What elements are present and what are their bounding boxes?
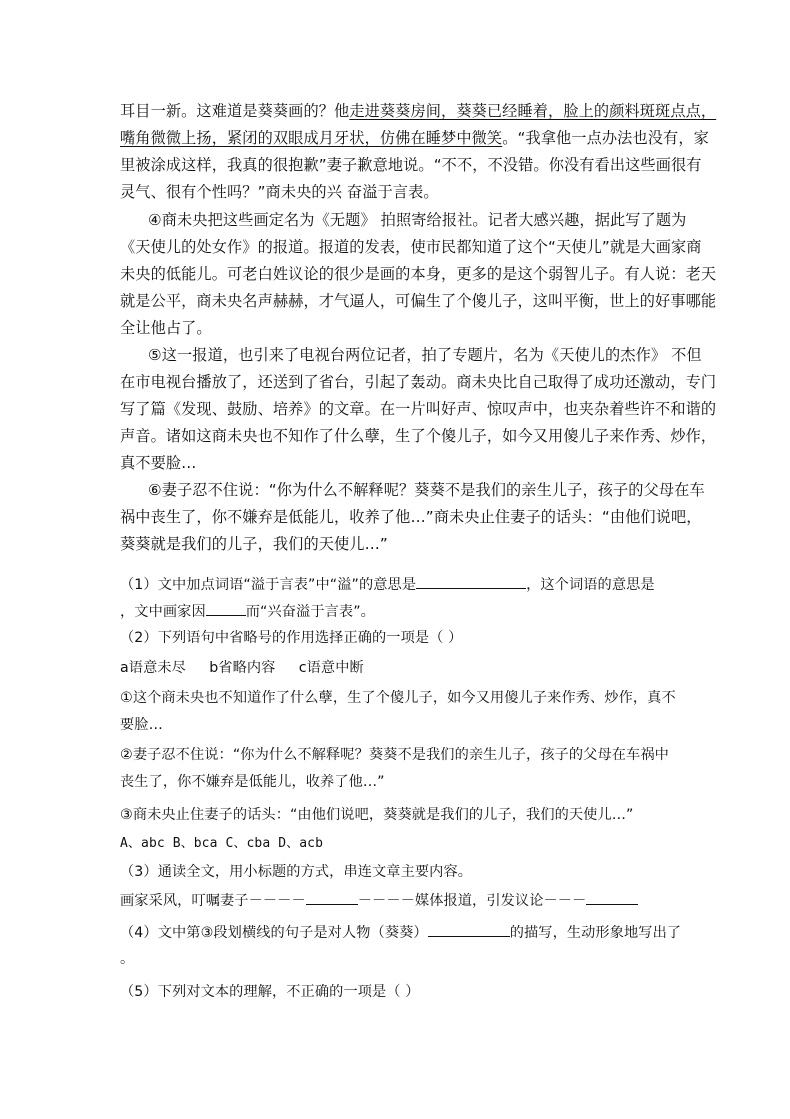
passage-line: 在市电视台播放了，还送到了省台，引起了轰动。商未央比自己取得了成功还激动，专门 — [120, 373, 717, 391]
passage-line: ⑤这一报道，也引来了电视台两位记者，拍了专题片，名为《天使儿的杰作》 不但 — [148, 346, 702, 364]
passage-line: 就是公平，商未央名声赫赫，才气逼人，可偏生了个傻儿子，这叫平衡，世上的好事哪能 — [120, 292, 717, 310]
question-2: （2）下列语句中省略号的作用选择正确的一项是（ ） — [120, 630, 463, 646]
passage-line: 写了篇《发现、鼓励、培养》的文章。在一片叫好声、惊叹声中，也夹杂着些许不和谐的 — [120, 400, 717, 418]
question-2-choices: A、abc B、bca C、cba D、acb — [120, 836, 324, 851]
passage-line: ④商未央把这些画定名为《无题》 拍照寄给报社。记者大感兴趣，据此写了题为 — [148, 211, 687, 229]
underlined-sentence: 嘴角微微上扬，紧闭的双眼成月牙状，仿佛在睡梦中微笑 — [120, 129, 503, 147]
question-2-sentence-1-cont: 要脸… — [120, 717, 163, 733]
answer-blank[interactable] — [586, 890, 638, 905]
question-3-outline — [120, 890, 638, 911]
question-text: －－－－媒体报道，引发议论－－－ — [357, 893, 587, 909]
question-text: （1）文中加点词语“溢于言表”中“溢”的意思是 — [120, 577, 417, 593]
question-2-sentence-1: ①这个商未央也不知道作了什么孽，生了个傻儿子，如今又用傻儿子来作秀、炒作，真不 — [120, 690, 676, 706]
passage-line: 葵葵就是我们的儿子，我们的天使儿…” — [120, 535, 388, 553]
option-c: c语意中断 — [298, 660, 364, 676]
passage-line — [120, 128, 709, 148]
question-1 — [120, 574, 655, 595]
passage-line — [120, 101, 716, 121]
question-2-sentence-2-cont: 丧生了，你不嫌弃是低能儿，收养了他…” — [120, 774, 385, 790]
question-4 — [120, 922, 681, 943]
question-text: 而“兴奋溢于言表”。 — [245, 604, 375, 620]
passage-line: 灵气、很有个性吗？”商未央的兴 奋溢于言表。 — [120, 183, 439, 201]
question-text: 画家采风，叮嘱妻子－－－－ — [120, 893, 306, 909]
question-text: ，这个词语的意思是 — [526, 577, 655, 593]
question-text: （4）文中第③段划横线的句子是对人物（葵葵） — [120, 925, 428, 941]
question-4-cont: 。 — [120, 951, 135, 967]
answer-blank[interactable] — [306, 890, 358, 905]
passage-line: ⑥妻子忍不住说：“你为什么不解释呢？葵葵不是我们的亲生儿子，孩子的父母在车 — [148, 481, 705, 499]
question-3: （3）通读全文，用小标题的方式，串连文章主要内容。 — [120, 864, 473, 880]
question-2-sentence-2: ②妻子忍不住说：“你为什么不解释呢？葵葵不是我们的亲生儿子，孩子的父母在车祸中 — [120, 747, 669, 763]
option-b: b省略内容 — [209, 660, 276, 676]
option-a: a语意未尽 — [120, 660, 186, 676]
underlined-sentence: 走进葵葵房间，葵葵已经睡着，脸上的颜料斑斑点点， — [349, 102, 717, 120]
passage-line: 全让他占了。 — [120, 319, 212, 337]
passage-line: 真不要脸… — [120, 454, 197, 472]
passage-line: 祸中丧生了，你不嫌弃是低能儿，收养了他…”商未央止住妻子的话头：“由他们说吧， — [120, 508, 702, 526]
answer-blank[interactable] — [428, 922, 510, 937]
passage-line: 《天使儿的处女作》的报道。报道的发表，使市民都知道了这个“天使儿”就是大画家商 — [120, 238, 702, 256]
question-2-options — [120, 658, 364, 678]
passage-text: 耳目一新。这难道是葵葵画的？他 — [120, 102, 350, 120]
answer-blank[interactable] — [206, 601, 246, 616]
question-1-cont — [120, 601, 375, 622]
passage-text: 。“我拿他一点办法也没有，家 — [502, 129, 709, 147]
question-5: （5）下列对文本的理解，不正确的一项是（ ） — [120, 984, 420, 1000]
question-2-sentence-3: ③商未央止住妻子的话头：“由他们说吧，葵葵就是我们的儿子，我们的天使儿…” — [120, 807, 634, 823]
question-text: ，文中画家因 — [120, 604, 206, 620]
question-text: 的描写，生动形象地写出了 — [509, 925, 682, 941]
passage-line: 未央的低能儿。可老白姓议论的很少是画的本身，更多的是这个弱智儿子。有人说：老天 — [120, 265, 717, 283]
passage-line: 声音。诸如这商未央也不知作了什么孽，生了个傻儿子，如今又用傻儿子来作秀、炒作， — [120, 427, 717, 445]
answer-blank[interactable] — [416, 574, 526, 589]
passage-line: 里被涂成这样，我真的很抱歉”妻子歉意地说。“不不，不没错。你没有看出这些画很有 — [120, 156, 702, 174]
